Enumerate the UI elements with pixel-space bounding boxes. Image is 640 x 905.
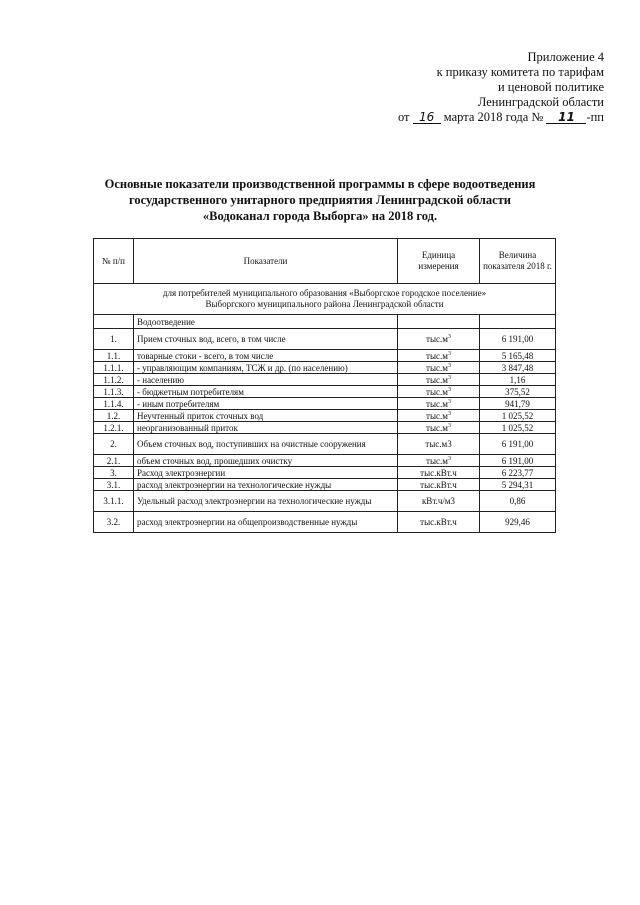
order-date-line [344,110,604,125]
production-program-table [93,238,556,533]
row-number: 3. [94,467,134,479]
row-value: 1,16 [480,374,556,386]
order-mid: марта 2018 года № [443,110,544,124]
table-row [94,422,556,434]
order-reference-line3: Ленинградской области [477,95,604,109]
order-reference-line2: и ценовой политике [497,80,604,94]
row-indicator: Неучтенный приток сточных вод [134,410,398,422]
row-unit: тыс.кВт.ч [420,479,457,490]
section-unit-cell [398,315,480,329]
row-unit-cell [398,374,480,386]
row-unit: тыс.м [426,455,448,466]
row-unit: тыс.м [426,362,448,373]
row-number: 1.1.3. [94,386,134,398]
section-value-cell [480,315,556,329]
section-num-cell [94,315,134,329]
row-value: 6 191,00 [480,434,556,455]
title-line-2: государственного унитарного предприятия Ленинградской области [128,193,511,207]
row-value: 6 191,00 [480,329,556,350]
appendix-label: Приложение 4 [527,50,604,64]
consumer-group-line1: для потребителей муниципального образования «Выборгское городское поселение» [162,288,487,298]
row-unit-superscript: 3 [447,350,451,357]
row-number: 1.1.1. [94,362,134,374]
row-unit-superscript: 3 [447,455,451,462]
section-title: Водоотведение [134,315,398,329]
section-row [94,315,556,329]
row-unit-cell [398,329,480,350]
document-title [100,176,540,224]
row-unit-cell [398,398,480,410]
row-value: 1 025,52 [480,410,556,422]
row-unit-cell [398,455,480,467]
row-indicator: Расход электроэнергии [134,467,398,479]
consumer-group-line2: Выборгского муниципального района Ленинградской области [205,299,444,309]
row-unit: тыс.м [426,398,448,409]
row-indicator: - населению [134,374,398,386]
row-unit: тыс.м [426,334,448,344]
row-unit-cell [398,350,480,362]
row-value: 5 165,48 [480,350,556,362]
row-unit: тыс.кВт.ч [420,517,457,527]
row-number: 1.2.1. [94,422,134,434]
row-value: 0,86 [480,491,556,512]
table-row [94,398,556,410]
row-number: 1.1. [94,350,134,362]
row-unit-superscript: 3 [447,422,451,429]
row-number: 1.2. [94,410,134,422]
table-row [94,479,556,491]
order-number-handwritten: 11 [546,111,586,124]
title-line-3: «Водоканал города Выборга» на 2018 год. [202,209,438,223]
row-indicator: Удельный расход электроэнергии на технологические нужды [134,491,398,512]
row-value: 929,46 [480,512,556,533]
row-unit-cell [398,362,480,374]
row-number: 2. [94,434,134,455]
row-number: 1. [94,329,134,350]
row-number: 1.1.4. [94,398,134,410]
row-value: 6 191,00 [480,455,556,467]
row-unit-cell [398,422,480,434]
row-unit-superscript: 3 [447,334,451,340]
row-unit-superscript: 3 [447,386,451,393]
table-row [94,410,556,422]
row-indicator: товарные стоки - всего, в том числе [134,350,398,362]
table-row [94,434,556,455]
row-number: 3.2. [94,512,134,533]
row-indicator: неорганизованный приток [134,422,398,434]
row-indicator: расход электроэнергии на общепроизводственные нужды [134,512,398,533]
row-unit: тыс.кВт.ч [420,467,457,478]
header-name: Показатели [134,239,398,284]
order-prefix: от [397,110,410,124]
row-unit-cell [398,479,480,491]
order-reference-line1: к приказу комитета по тарифам [436,65,604,79]
row-unit-cell [398,467,480,479]
row-number: 2.1. [94,455,134,467]
consumer-group-row [94,284,556,315]
row-unit: тыс.м [426,350,448,361]
row-unit: тыс.м [426,410,448,421]
row-unit-cell [398,512,480,533]
row-unit: тыс.м [426,386,448,397]
row-value: 5 294,31 [480,479,556,491]
table-header-row [94,239,556,284]
title-line-1: Основные показатели производственной программы в сфере водоотведения [104,177,536,191]
table-row [94,491,556,512]
consumer-group-cell [94,284,556,315]
row-indicator: объем сточных вод, прошедших очистку [134,455,398,467]
table-row [94,350,556,362]
row-number: 1.1.2. [94,374,134,386]
row-unit: кВт.ч/м3 [421,496,456,506]
table-row [94,455,556,467]
row-indicator: - управляющим компаниям, ТСЖ и др. (по населению) [134,362,398,374]
row-unit: тыс.м [426,374,448,385]
row-unit: тыс.м3 [425,439,452,449]
row-number: 3.1. [94,479,134,491]
row-unit-superscript: 3 [447,362,451,369]
table-row [94,467,556,479]
order-suffix: -пп [586,110,604,124]
table-row [94,362,556,374]
row-value: 375,52 [480,386,556,398]
header-num: № п/п [94,239,134,284]
table-row [94,329,556,350]
row-indicator: - иным потребителям [134,398,398,410]
table-row [94,386,556,398]
order-day-handwritten: 16 [413,111,441,124]
row-value: 1 025,52 [480,422,556,434]
row-unit-cell [398,410,480,422]
row-value: 6 223,77 [480,467,556,479]
appendix-header [344,50,604,125]
row-unit-superscript: 3 [447,398,451,405]
table-row [94,374,556,386]
row-unit-cell [398,491,480,512]
row-indicator: Объем сточных вод, поступивших на очистные сооружения [134,434,398,455]
row-number: 3.1.1. [94,491,134,512]
header-unit: Единица измерения [398,239,480,284]
table-row [94,512,556,533]
row-value: 3 847,48 [480,362,556,374]
row-value: 941,79 [480,398,556,410]
row-unit-cell [398,386,480,398]
row-unit-cell [398,434,480,455]
row-unit-superscript: 3 [447,374,451,381]
row-unit-superscript: 3 [447,410,451,417]
row-indicator: Прием сточных вод, всего, в том числе [134,329,398,350]
row-unit: тыс.м [426,422,448,433]
header-value: Величина показателя 2018 г. [480,239,556,284]
row-indicator: - бюджетным потребителям [134,386,398,398]
row-indicator: расход электроэнергии на технологические нужды [134,479,398,491]
